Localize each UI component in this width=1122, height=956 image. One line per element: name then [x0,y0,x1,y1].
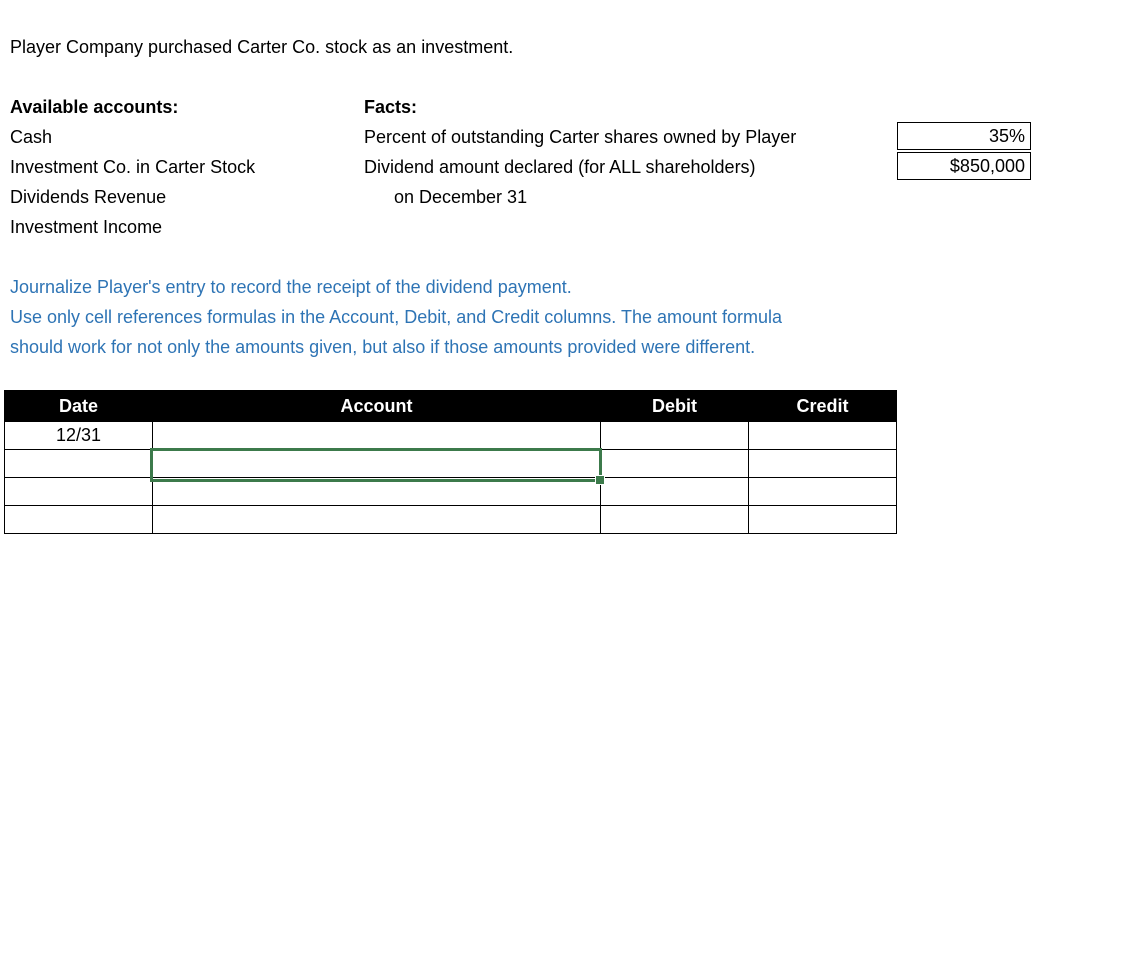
facts-heading: Facts: [364,97,418,117]
debit-cell[interactable] [601,478,749,506]
credit-cell[interactable] [749,450,897,478]
date-cell[interactable] [5,478,153,506]
fact-percent-cell[interactable]: 35% [897,122,1031,150]
header-debit[interactable]: Debit [601,391,749,422]
journal-header-row [5,391,897,422]
account-item-investment-income: Investment Income [10,217,163,237]
header-account[interactable]: Account [153,391,601,422]
fact-percent-label: Percent of outstanding Carter shares owned by Player [364,127,797,147]
debit-cell[interactable] [601,422,749,450]
header-credit[interactable]: Credit [749,391,897,422]
credit-cell[interactable] [749,478,897,506]
account-item-cash: Cash [10,127,53,147]
journal-row [5,422,897,450]
journal-row [5,506,897,534]
header-date[interactable]: Date [5,391,153,422]
date-cell[interactable]: 12/31 [5,422,153,450]
fact-dividend-label: Dividend amount declared (for ALL shareholders) [364,157,756,177]
active-cell-selection[interactable] [150,448,602,482]
instruction-line-3: should work for not only the amounts given, but also if those amounts provided were different. [10,337,756,357]
instruction-line-2: Use only cell references formulas in the Account, Debit, and Credit columns. The amount formula [10,307,783,327]
account-cell[interactable] [153,422,601,450]
debit-cell[interactable] [601,450,749,478]
fill-handle[interactable] [595,475,605,485]
account-item-dividends-revenue: Dividends Revenue [10,187,167,207]
credit-cell[interactable] [749,422,897,450]
intro-text: Player Company purchased Carter Co. stock as an investment. [10,37,514,57]
date-cell[interactable] [5,506,153,534]
date-cell[interactable] [5,450,153,478]
fact-dividend-cell[interactable]: $850,000 [897,152,1031,180]
debit-cell[interactable] [601,506,749,534]
accounts-heading: Available accounts: [10,97,179,117]
credit-cell[interactable] [749,506,897,534]
account-item-investment: Investment Co. in Carter Stock [10,157,256,177]
account-cell[interactable] [153,506,601,534]
fact-dividend-sublabel: on December 31 [394,187,528,207]
instruction-line-1: Journalize Player's entry to record the receipt of the dividend payment. [10,277,572,297]
